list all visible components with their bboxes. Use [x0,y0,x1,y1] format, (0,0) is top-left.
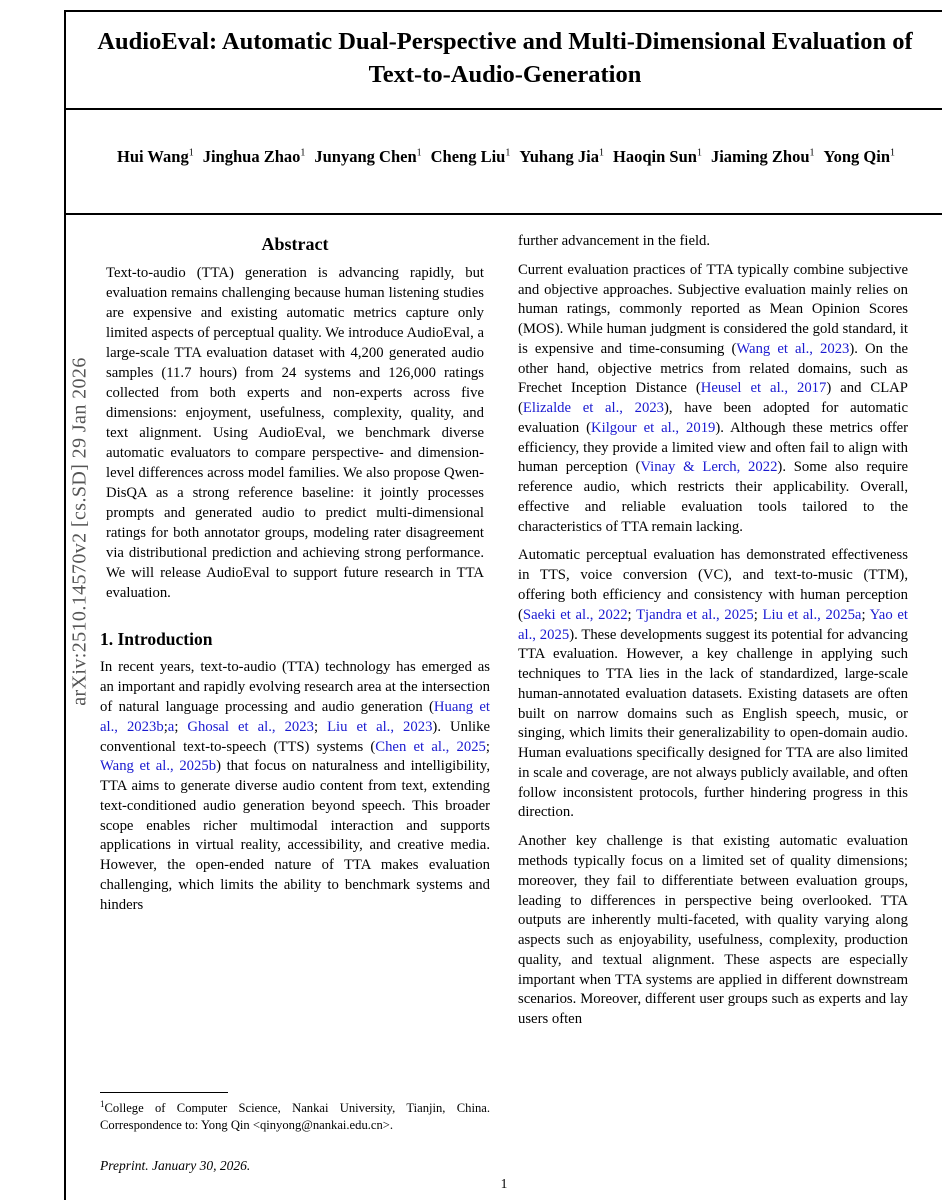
citation-link[interactable]: Liu et al., 2023 [327,718,433,735]
author-affiliation-marker: 1 [599,147,604,159]
author-name: Yong Qin [823,147,890,166]
author-affiliation-marker: 1 [505,147,511,159]
author-name: Junyang Chen [314,147,417,166]
citation-link[interactable]: a [167,718,175,735]
citation-link[interactable]: Heusel et al., 2017 [700,380,827,397]
footnote-marker: 1 [100,1099,105,1109]
left-column [100,232,490,924]
citation-link[interactable]: Chen et al., 2025 [375,738,486,755]
citation-link[interactable]: Tjandra et al., 2025 [636,606,754,623]
author-name: Cheng Liu [430,147,506,166]
footnote-text: College of Computer Science, Nankai University, Tianjin, China. Correspondence to: Yong Qin <qinyong@nankai.edu.cn>. [100,1101,490,1133]
author-affiliation-marker: 1 [416,147,422,159]
paper-content [66,0,942,1200]
citation-link[interactable]: Wang et al., 2025b [100,758,217,775]
abstract-heading: Abstract [261,234,329,254]
arxiv-stamp: arXiv:2510.14570v2 [cs.SD] 29 Jan 2026 [68,357,91,706]
paragraph-right-2: Automatic perceptual evaluation has demonstrated effectiveness in TTS, voice conversion (VC), and text-to-music (TTM), offering both efficiency and consistency with human perception (Saeki et al., 2022; Tjandra et al., 2025; Liu et al., 2025a; Yao et al., 2025). These developments suggest its potential for advancing TTA evaluation. However, a key challenge in applying such techniques to TTA lies in the lack of standardized, large-scale human-annotated evaluation datasets. Existing datasets are often built on narrow domains such as English speech, music, or singing, which limits their generalizability to open-domain audio. Human evaluations specifically designed for TTA are also limited in scale and coverage, are not always publicly available, and often follow inconsistent protocols, further hindering progress in this direction. [518,547,908,821]
right-column [518,232,908,1039]
paragraph-intro-1: In recent years, text-to-audio (TTA) technology has emerged as an important and rapidly evolving research area at the intersection of natural language processing and audio generation (Huang et al., 2023b;a; Ghosal et al., 2023; Liu et al., 2023). Unlike conventional text-to-speech (TTS) systems (Chen et al., 2025; Wang et al., 2025b) that focus on naturalness and intelligibility, TTA aims to generate diverse audio content from text, extending text-conditioned audio generation beyond speech. This broader scope enables richer multimodal interaction and supports applications in virtual reality, accessibility, and creative media. However, the open-ended nature of TTA makes evaluation challenging, which limits the ability to benchmark systems and hinders [100,659,490,913]
author-affiliation-marker: 1 [188,147,194,159]
footnote [100,1098,490,1134]
author-affiliation-marker: 1 [300,147,306,159]
author-name: Yuhang Jia [519,147,599,166]
page-number: 1 [500,1176,508,1191]
author-name: Hui Wang [117,147,189,166]
citation-link[interactable]: Ghosal et al., 2023 [187,718,314,735]
paragraph-right-1: Current evaluation practices of TTA typically combine subjective and objective approaches. Subjective evaluation mainly relies on human ratings, commonly reported as Mean Opinion Scores (MOS). While human judgment is considered the gold standard, it is expensive and time-consuming (Wang et al., 2023). On the other hand, objective metrics from related domains, such as Frechet Inception Distance (Heusel et al., 2017) and CLAP (Elizalde et al., 2023), have been adopted for automatic evaluation (Kilgour et al., 2019). Although these metrics offer efficiency, they provide a limited view and often fail to align with human perception (Vinay & Lerch, 2022). Some also require reference audio, which restricts their applicability. Overall, effective and reliable evaluation tools tailored to the characteristics of TTA remain lacking. [518,261,909,535]
author-name: Jiaming Zhou [710,147,810,166]
page-title: AudioEval: Automatic Dual-Perspective and Multi-Dimensional Evaluation of Text-to-Audio-Generation [97,28,913,88]
author-affiliation-marker: 1 [696,147,702,159]
author-list [86,145,926,170]
citation-link[interactable]: Huang et al., 2023b [100,699,490,735]
paragraph-right-0: further advancement in the field. [518,233,711,249]
paragraph-right-3: Another key challenge is that existing automatic evaluation methods typically focus on a limited set of quality dimensions; moreover, they fail to differentiate between evaluation groups, leading to differences in perspective being overlooked. TTA outputs are inherently multi-faceted, with quality varying along aspects such as enjoyability, usefulness, complexity, production quality, and textual alignment. These aspects are especially important when TTA systems are applied in different downstream scenarios. Moreover, different user groups such as experts and lay users often [518,833,908,1028]
citation-link[interactable]: Liu et al., 2025a [762,606,862,623]
abstract-text: Text-to-audio (TTA) generation is advancing rapidly, but evaluation remains challenging because human listening studies are expensive and existing automatic metrics capture only limited aspects of perceptual quality. We introduce AudioEval, a large-scale TTA evaluation dataset with 4,200 generated audio samples (11.7 hours) from 24 systems and 126,000 ratings collected from both experts and non-experts across five dimensions: enjoyment, usefulness, complexity, quality, and text alignment. Using AudioEval, we benchmark diverse automatic evaluators to compare perspective- and dimension-level differences across model families. We also propose Qwen-DisQA as a strong reference baseline: it jointly processes prompts and generated audio to predict multi-dimensional ratings for both annotator groups, modeling rater disagreement via distributional prediction and achieving strong performance. We will release AudioEval to support future research in TTA evaluation. [106,265,484,601]
section-heading-introduction: 1. Introduction [100,628,213,649]
citation-link[interactable]: Vinay & Lerch, 2022 [640,459,778,476]
citation-link[interactable]: Wang et al., 2023 [736,340,850,357]
citation-link[interactable]: Yao et al., 2025 [518,606,908,643]
author-name: Haoqin Sun [613,147,697,166]
author-name: Jinghua Zhao [202,147,301,166]
citation-link[interactable]: Kilgour et al., 2019 [591,419,716,436]
citation-link[interactable]: Elizalde et al., 2023 [522,400,665,417]
citation-link[interactable]: Saeki et al., 2022 [522,606,628,623]
preprint-note: Preprint. January 30, 2026. [100,1158,251,1173]
author-affiliation-marker: 1 [809,147,815,159]
author-affiliation-marker: 1 [890,147,895,159]
footnote-divider [100,1092,228,1093]
